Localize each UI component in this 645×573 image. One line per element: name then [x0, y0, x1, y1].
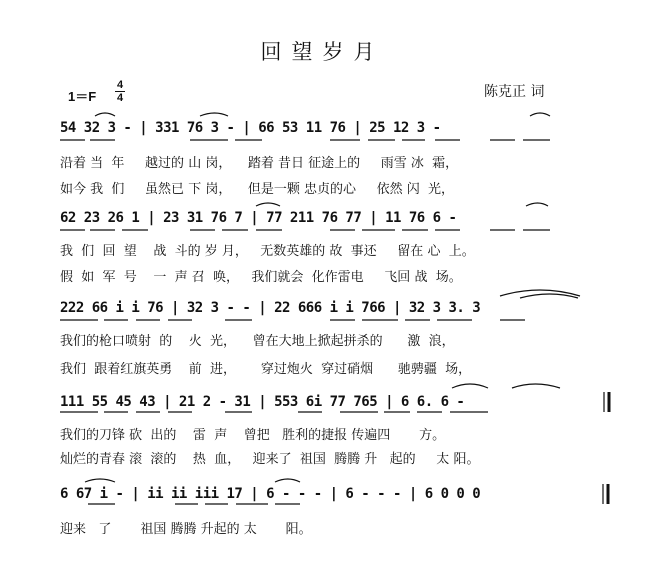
key-signature: 1＝F [68, 89, 97, 104]
notation-line-5: 6 67 i - | ii ii iii 17 | 6 - - - | 6 - - - | 6 0 0 0 [60, 486, 481, 502]
lyric-line-1-verse-2: 如今 我 们 虽然已 下 岗， 但是一颗 忠贞的心 依然 闪 光， [60, 182, 455, 197]
lyric-line-2-verse-2: 假 如 军 号 一 声 召 唤， 我们就会 化作雷电 飞回 战 场。 [60, 270, 462, 285]
lyric-line-3-verse-2: 我们 跟着红旗英勇 前 进， 穿过炮火 穿过硝烟 驰骋疆 场， [60, 362, 472, 377]
lyric-line-4-verse-1: 我们的刀锋 砍 出的 雷 声 曾把 胜利的捷报 传遍四 方。 [60, 428, 446, 443]
time-signature-top: 4 [116, 79, 124, 91]
lyric-line-4-verse-2: 灿烂的青春 滚 滚的 热 血， 迎来了 祖国 腾腾 升 起的 太 阳。 [60, 452, 480, 467]
notation-line-3: 222 66 i i 76 | 32 3 - - | 22 666 i i 766 | 32 3 3. 3 [60, 300, 481, 316]
lyric-line-1-verse-1: 沿着 当 年 越过的 山 岗， 踏着 昔日 征途上的 雨雪 冰 霜， [60, 156, 459, 171]
song-title: 回望岁月 [260, 40, 385, 64]
lyricist-credit: 陈克正 词 [484, 84, 545, 100]
notation-line-2: 62 23 26 1 | 23 31 76 7 | 77 211 76 77 | 11 76 6 - [60, 210, 457, 226]
lyric-line-5-verse-1: 迎来 了 祖国 腾腾 升起的 太 阳。 [60, 522, 312, 537]
notation-line-4: 111 55 45 43 | 21 2 - 31 | 553 6i 77 765 | 6 6. 6 - [60, 394, 465, 410]
notation-line-1: 54 32 3 - | 331 76 3 - | 66 53 11 76 | 25 12 3 - [60, 120, 441, 136]
lyric-line-2-verse-1: 我 们 回 望 战 斗的 岁 月， 无数英雄的 故 事还 留在 心 上。 [60, 244, 475, 259]
time-signature-bottom: 4 [116, 92, 124, 104]
lyric-line-3-verse-1: 我们的枪口喷射 的 火 光， 曾在大地上掀起拼杀的 激 浪， [60, 334, 455, 349]
